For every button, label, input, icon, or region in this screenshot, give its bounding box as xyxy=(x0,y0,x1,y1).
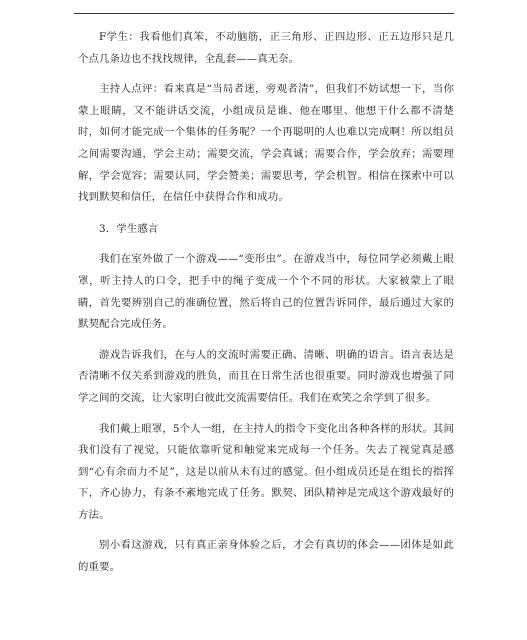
paragraph-game-lesson: 游戏告诉我们，在与人的交流时需要正确、清晰、明确的语言。语言表达是否清晰不仅关系到游戏的胜负，而且在日常生活也很重要。同时游戏也增强了同学之间的交流，让大家明白彼此交流需要信任。我们在欢笑之余学到了很多。 xyxy=(78,348,454,404)
section-heading: 3．学生感言 xyxy=(99,222,159,235)
paragraph-conclusion: 别小看这游戏，只有真正亲身体验之后，才会有真切的体会——团体是如此的重要。 xyxy=(78,539,454,574)
paragraph-blindfold-experience: 我们戴上眼罩，5个人一组，在主持人的指令下变化出各种各样的形状。其间我们没有了视觉，只能依靠听觉和触觉来完成每一个任务。失去了视觉真是感到“心有余而力不足”，这是以前从未有过的感觉。但小组成员还是在组长的指挥下，齐心协力，有条不紊地完成了任务。默契、团队精神是完成这个游戏最好的方法。 xyxy=(78,422,454,521)
paragraph-game-description: 我们在室外做了一个游戏——“变形虫”。在游戏当中，每位同学必须戴上眼罩，听主持人的口令，把手中的绳子变成一个个不同的形状。大家被蒙上了眼睛，首先要辨别自己的准确位置，然后将自己的位置告诉同伴，最后通过大家的默契配合完成任务。 xyxy=(78,253,454,331)
header-rule xyxy=(74,13,454,14)
paragraph-host-comment: 主持人点评：看来真是“当局者迷，旁观者清”，但我们不妨试想一下，当你蒙上眼睛，又不能讲话交流，小组成员是谁、他在哪里、他想干什么都不清楚时，如何才能完成一个集体的任务呢？一个再聪明的人也难以完成啊！所以组员之间需要沟通，学会主动；需要交流，学会真诚；需要合作，学会放弃；需要理解，学会宽容；需要认同，学会赞美；需要思考，学会机智。相信在探索中可以找到默契和信任，在信任中获得合作和成功。 xyxy=(78,83,454,204)
document-body xyxy=(78,27,454,588)
paragraph-student-f: F学生：我看他们真笨，不动脑筋，正三角形、正四边形、正五边形只是几个点几条边也不找找规律，全乱套——真无奈。 xyxy=(78,31,454,65)
